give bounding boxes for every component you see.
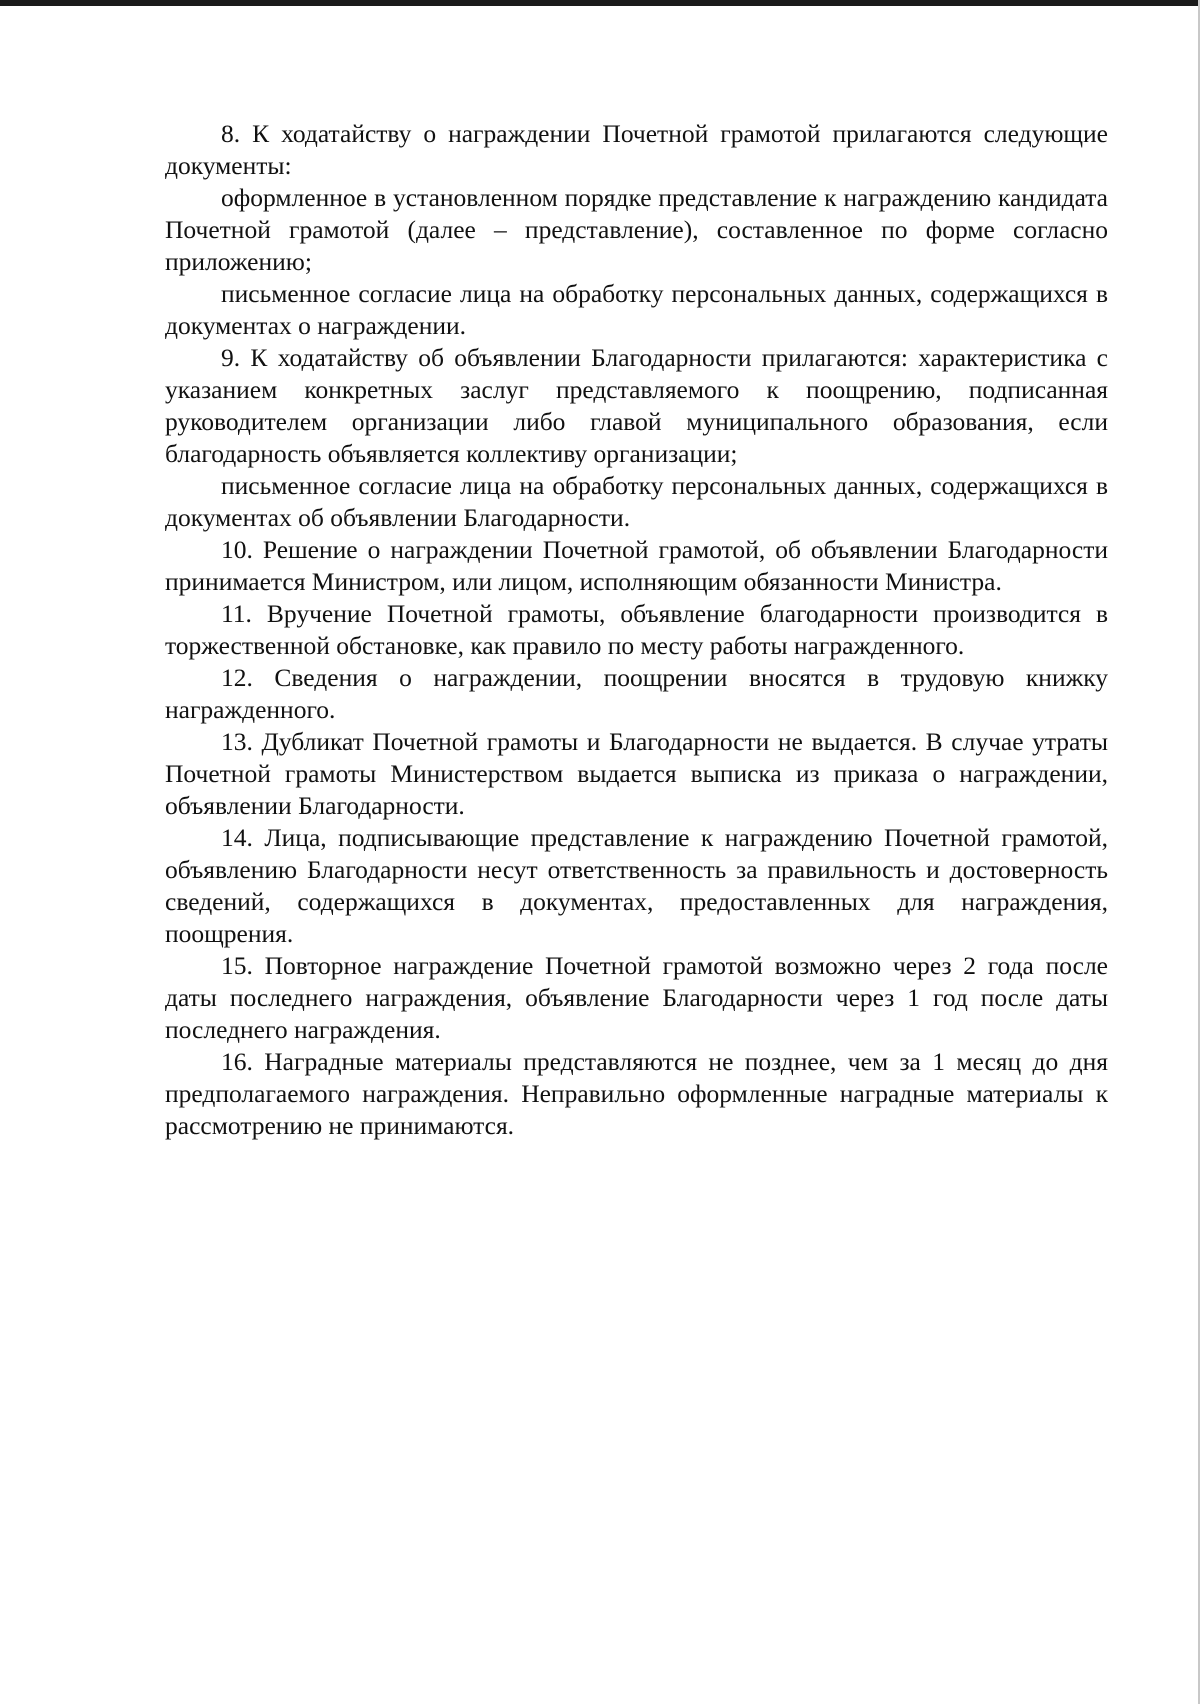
paragraph-8-item-representation: оформленное в установленном порядке представление к награждению кандидата Почетной грамотой (далее – представление), составленное по форме согласно приложению;: [165, 183, 1108, 276]
paragraph-13: 13. Дубликат Почетной грамоты и Благодарности не выдается. В случае утраты Почетной грамоты Министерством выдается выписка из приказа о награждении, объявлении Благодарности.: [165, 727, 1108, 820]
scan-border-top: [0, 0, 1200, 6]
paragraph-11: 11. Вручение Почетной грамоты, объявление благодарности производится в торжественной обстановке, как правило по месту работы награжденного.: [165, 599, 1108, 660]
paragraph-16: 16. Наградные материалы представляются не позднее, чем за 1 месяц до дня предполагаемого награждения. Неправильно оформленные наградные материалы к рассмотрению не принимаются.: [165, 1047, 1108, 1140]
paragraph-10: 10. Решение о награждении Почетной грамотой, об объявлении Благодарности принимается Министром, или лицом, исполняющим обязанности Министра.: [165, 535, 1108, 596]
document-page: [165, 118, 1108, 1142]
paragraph-9-item-consent: письменное согласие лица на обработку персональных данных, содержащихся в документах об объявлении Благодарности.: [165, 471, 1108, 532]
paragraph-12: 12. Сведения о награждении, поощрении вносятся в трудовую книжку награжденного.: [165, 663, 1108, 724]
paragraph-14: 14. Лица, подписывающие представление к награждению Почетной грамотой, объявлению Благодарности несут ответственность за правильность и достоверность сведений, содержащихся в документах, предоставленных для награждения, поощрения.: [165, 823, 1108, 948]
paragraph-8: 8. К ходатайству о награждении Почетной грамотой прилагаются следующие документы:: [165, 119, 1108, 180]
paragraph-8-item-consent: письменное согласие лица на обработку персональных данных, содержащихся в документах о награждении.: [165, 279, 1108, 340]
paragraph-15: 15. Повторное награждение Почетной грамотой возможно через 2 года после даты последнего награждения, объявление Благодарности через 1 год после даты последнего награждения.: [165, 951, 1108, 1044]
paragraph-9: 9. К ходатайству об объявлении Благодарности прилагаются: характеристика с указанием конкретных заслуг представляемого к поощрению, подписанная руководителем организации либо главой муниципального образования, если благодарность объявляется коллективу организации;: [165, 343, 1108, 468]
